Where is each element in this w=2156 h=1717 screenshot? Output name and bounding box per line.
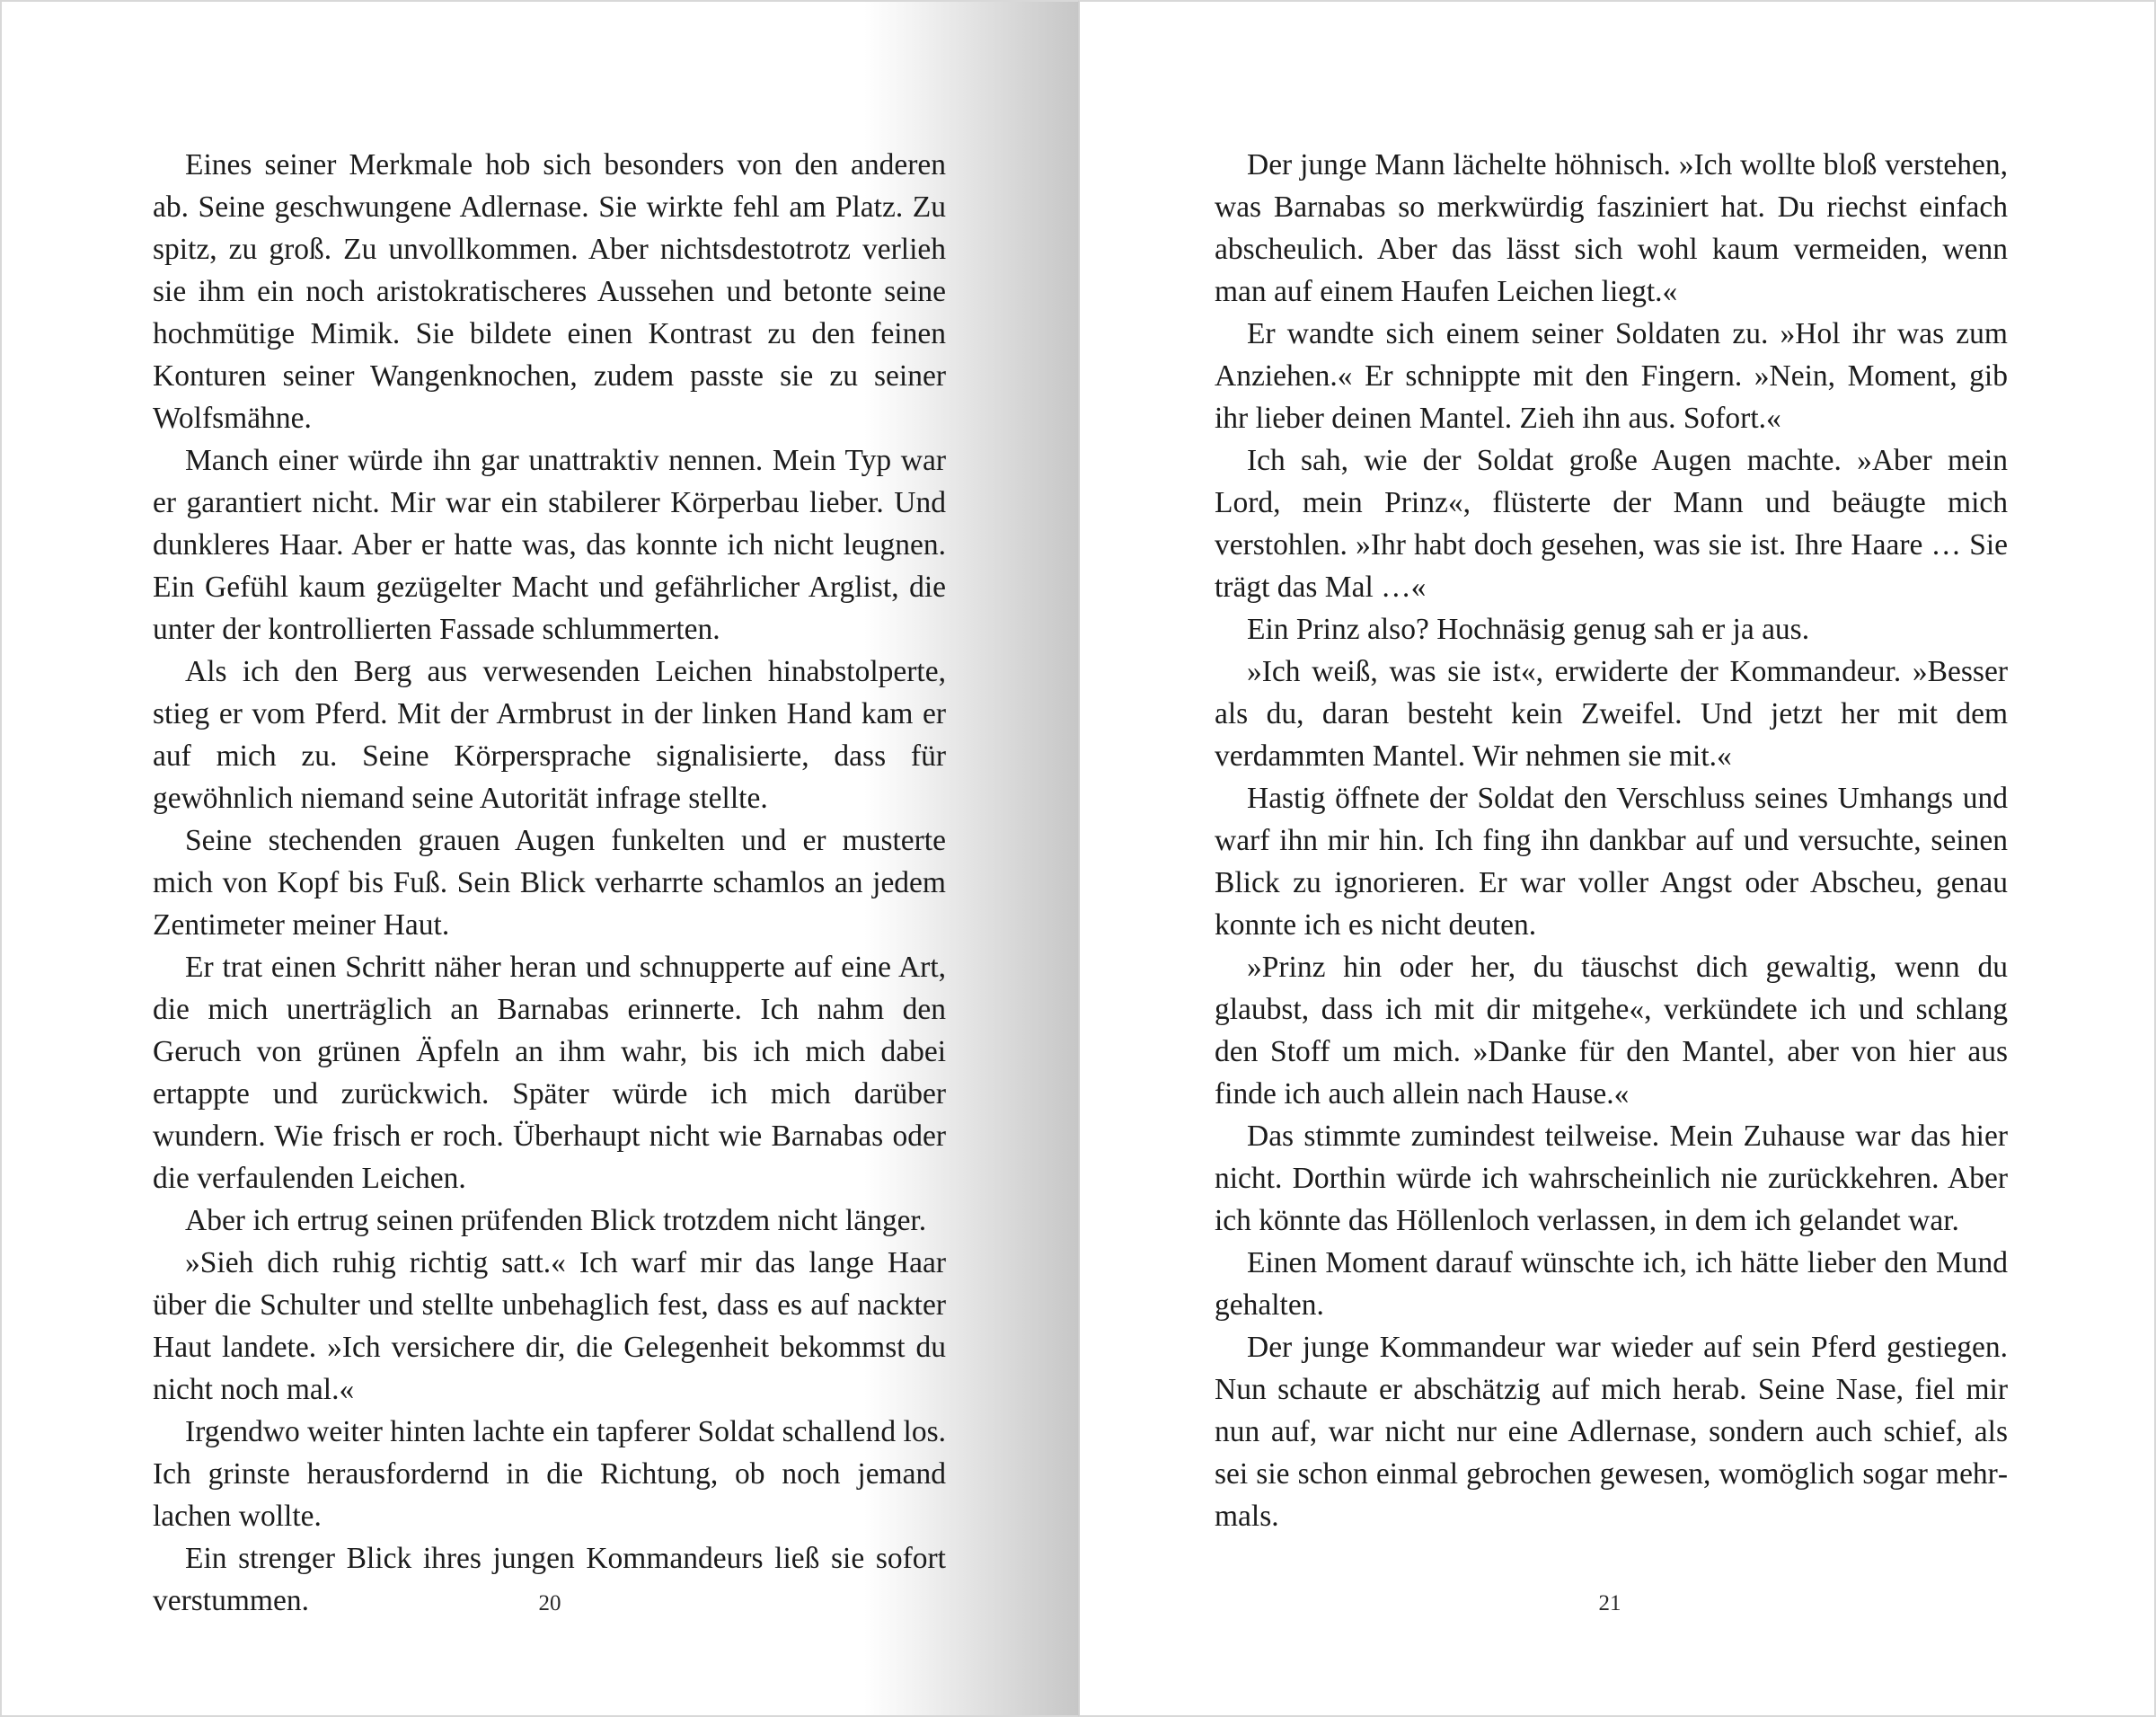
right-page-text — [1215, 144, 2008, 1537]
paragraph: Seine stechenden grauen Augen funkelten und er musterte mich von Kopf bis Fuß. Sein Blick verharrte schamlos an jedem Zentimeter meiner Haut. — [153, 824, 946, 942]
paragraph: Als ich den Berg aus verwesenden Leichen hinabstolperte, stieg er vom Pferd. Mit der Armbrust in der linken Hand kam er auf mich zu. Seine Körpersprache signalisierte, dass für gewöhnlich niemand seine Autorität infrage stellte. — [153, 655, 946, 815]
paragraph: Der junge Kommandeur war wieder auf sein Pferd gestiegen. Nun schaute er abschätzig auf mich herab. Seine Nase, fiel mir nun auf, war nicht nur eine Adlernase, sondern auch schief, als sei sie schon einmal gebrochen gewesen, womöglich sogar mehrmals. — [1215, 1331, 2008, 1533]
paragraph: Ein Prinz also? Hochnäsig genug sah er ja aus. — [1247, 613, 1810, 646]
paragraph: »Ich weiß, was sie ist«, erwiderte der Kommandeur. »Besser als du, daran besteht kein Zweifel. Und jetzt her mit dem verdammten Mantel. Wir nehmen sie mit.« — [1215, 655, 2008, 773]
paragraph: »Prinz hin oder her, du täuschst dich gewaltig, wenn du glaubst, dass ich mit dir mitgehe«, verkündete ich und schlang den Stoff um mich. »Danke für den Mantel, aber von hier aus finde ich auch allein nach Hause.« — [1215, 951, 2008, 1111]
paragraph: Er wandte sich einem seiner Soldaten zu. »Hol ihr was zum Anziehen.« Er schnippte mit den Fingern. »Nein, Moment, gib ihr lieber deinen Mantel. Zieh ihn aus. Sofort.« — [1215, 317, 2008, 435]
right-page — [1078, 0, 2156, 1717]
paragraph: Manch einer würde ihn gar unattraktiv nennen. Mein Typ war er garantiert nicht. Mir war ein stabilerer Körperbau lieber. Und dunkleres Haar. Aber er hatte was, das konnte ich nicht leugnen. Ein Gefühl kaum gezügelter Macht und gefährlicher Arglist, die unter der kontrollierten Fassade schlummerten. — [153, 444, 946, 646]
paragraph: Ein strenger Blick ihres jungen Kommandeurs ließ sie sofort verstummen. — [153, 1542, 946, 1617]
page-number-right: 21 — [1598, 1591, 1621, 1615]
paragraph: Er trat einen Schritt näher heran und schnupperte auf eine Art, die mich unerträglich an Barnabas erinnerte. Ich nahm den Geruch von grünen Äpfeln an ihm wahr, bis ich mich dabei ertappte und zurückwich. Später würde ich mich darüber wundern. Wie frisch er roch. Überhaupt nicht wie Barnabas oder die verfaulenden Leichen. — [153, 951, 946, 1195]
paragraph: Der junge Mann lächelte höhnisch. »Ich wollte bloß verstehen, was Barnabas so merkwürdig fasziniert hat. Du riechst einfach abscheulich. Aber das lässt sich wohl kaum vermeiden, wenn man auf einem Haufen Leichen liegt.« — [1215, 148, 2008, 308]
paragraph: Einen Moment darauf wünschte ich, ich hätte lieber den Mund gehalten. — [1215, 1246, 2008, 1322]
paragraph: Ich sah, wie der Soldat große Augen machte. »Aber mein Lord, mein Prinz«, flüsterte der Mann und beäugte mich verstohlen. »Ihr habt doch gesehen, was sie ist. Ihre Haare … Sie trägt das Mal …« — [1215, 444, 2008, 604]
left-page-text — [153, 144, 946, 1622]
paragraph: Irgendwo weiter hinten lachte ein tapferer Soldat schallend los. Ich grinste herausfordernd in die Richtung, ob noch jemand lachen wollte. — [153, 1415, 946, 1533]
page-number-left: 20 — [538, 1591, 561, 1615]
paragraph: Aber ich ertrug seinen prüfenden Blick trotzdem nicht länger. — [185, 1204, 927, 1237]
paragraph: Hastig öffnete der Soldat den Verschluss seines Umhangs und warf ihn mir hin. Ich fing ihn dankbar auf und versuchte, seinen Blick zu ignorieren. Er war voller Angst oder Abscheu, genau konnte ich es nicht deuten. — [1215, 782, 2008, 942]
paragraph: »Sieh dich ruhig richtig satt.« Ich warf mir das lange Haar über die Schulter und stellte unbehaglich fest, dass es auf nackter Haut landete. »Ich versichere dir, die Gelegenheit bekommst du nicht noch mal.« — [153, 1246, 946, 1406]
paragraph: Das stimmte zumindest teilweise. Mein Zuhause war das hier nicht. Dorthin würde ich wahrscheinlich nie zurückkehren. Aber ich könnte das Höllenloch verlassen, in dem ich gelandet war. — [1215, 1120, 2008, 1237]
paragraph: Eines seiner Merkmale hob sich besonders von den anderen ab. Seine geschwungene Adlernase. Sie wirkte fehl am Platz. Zu spitz, zu groß. Zu unvollkommen. Aber nichtsdestotrotz verlieh sie ihm ein noch aristokratischeres Aussehen und betonte seine hochmütige Mimik. Sie bildete einen Kontrast zu den feinen Konturen seiner Wangenknochen, zudem passte sie zu seiner Wolfsmähne. — [153, 148, 946, 435]
